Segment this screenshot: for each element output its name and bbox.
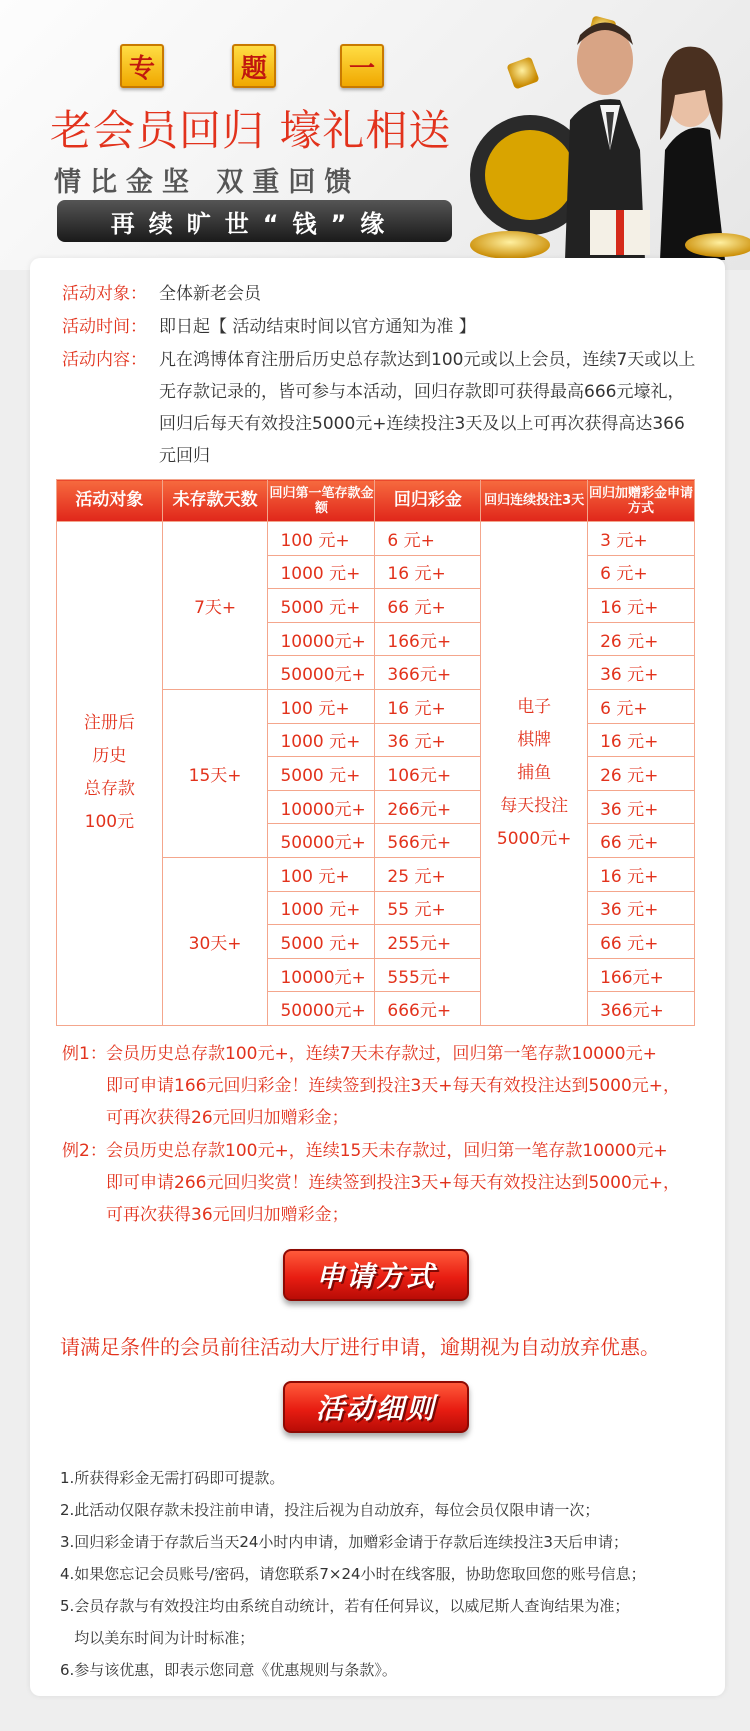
bonus-table [56,479,695,1026]
info-value: 全体新老会员 [159,284,261,304]
bonus-cell: 555元+ [375,958,481,992]
deposit-cell: 100 元+ [268,522,375,556]
col-header: 回归第一笔存款金额 [268,480,375,522]
apply-method-banner: 申请方式 [283,1249,469,1301]
info-label: 活动对象： [62,284,147,304]
bonus-cell: 666元+ [375,992,481,1026]
example-line: 会员历史总存款100元+，连续15天未存款过，回归第一笔存款10000元+ [106,1141,668,1161]
col-header: 回归彩金 [375,480,481,522]
example-label: 例2： [62,1141,107,1161]
example-text [106,1038,726,1134]
extra-cell: 26 元+ [588,757,695,791]
deposit-cell: 10000元+ [268,958,375,992]
rule-item: 2.此活动仅限存款未投注前申请，投注后视为自动放弃，每位会员仅限申请一次； [60,1501,600,1519]
condition-line: 棋牌 [517,729,552,750]
extra-cell: 3 元+ [588,522,695,556]
extra-cell: 36 元+ [588,891,695,925]
example-line: 会员历史总存款100元+，连续7天未存款过，回归第一笔存款10000元+ [106,1044,657,1064]
deposit-cell: 100 元+ [268,857,375,891]
target-line: 注册后 [83,713,135,734]
topic-tag: 专 [120,44,164,88]
rules-banner: 活动细则 [283,1381,469,1433]
bonus-cell: 6 元+ [375,522,481,556]
bonus-cell: 266元+ [375,790,481,824]
promo-banner [0,0,750,270]
condition-line: 5000元+ [496,828,572,849]
bonus-cell: 166元+ [375,622,481,656]
target-cell [57,522,163,1026]
bonus-cell: 106元+ [375,757,481,791]
rule-item: 均以美东时间为计时标准； [60,1629,255,1647]
rules-list [60,1462,720,1686]
col-header: 回归加赠彩金申请方式 [588,480,695,522]
info-label: 活动内容： [62,350,147,370]
deposit-cell: 100 元+ [268,689,375,723]
extra-cell: 166元+ [588,958,695,992]
bonus-cell: 66 元+ [375,589,481,623]
condition-cell [481,522,588,1026]
apply-text: 请满足条件的会员前往活动大厅进行申请，逾期视为自动放弃优惠。 [60,1335,660,1359]
topic-tags [0,44,465,88]
extra-cell: 366元+ [588,992,695,1026]
info-value: 凡在鸿博体育注册后历史总存款达到100元或以上会员，连续7天或以上无存款记录的，皆可参与本活动，回归存款即可获得最高666元壕礼，回归后每天有效投注5000元+连续投注3天及以上可再次获得高达366元回归 [159,350,696,466]
extra-cell: 6 元+ [588,555,695,589]
bonus-cell: 16 元+ [375,689,481,723]
extra-cell: 16 元+ [588,857,695,891]
col-header: 活动对象 [57,480,163,522]
condition-line: 每天投注 [500,795,569,816]
days-cell: 30天+ [162,857,268,1025]
condition-line: 电子 [517,696,552,717]
deposit-cell: 5000 元+ [268,925,375,959]
deposit-cell: 1000 元+ [268,723,375,757]
rule-item: 4.如果您忘记会员账号/密码，请您联系7×24小时在线客服，协助您取回您的账号信息； [60,1565,646,1583]
bonus-cell: 255元+ [375,925,481,959]
extra-cell: 16 元+ [588,589,695,623]
bonus-cell: 25 元+ [375,857,481,891]
col-header: 未存款天数 [162,480,268,522]
days-cell: 15天+ [162,689,268,857]
example-line: 即可申请166元回归彩金！连续签到投注3天+每天有效投注达到5000元+， [106,1076,681,1096]
extra-cell: 36 元+ [588,656,695,690]
extra-cell: 16 元+ [588,723,695,757]
bonus-cell: 566元+ [375,824,481,858]
example-line: 即可申请266元回归奖赏！连续签到投注3天+每天有效投注达到5000元+， [106,1173,681,1193]
col-header: 回归连续投注3天 [481,480,588,522]
table-header-row [57,480,695,522]
extra-cell: 66 元+ [588,824,695,858]
deposit-cell: 10000元+ [268,622,375,656]
rule-item: 6.参与该优惠，即表示您同意《优惠规则与条款》。 [60,1661,397,1679]
banner-title: 老会员回归 壕礼相送 [50,106,452,155]
deposit-cell: 50000元+ [268,656,375,690]
deposit-cell: 5000 元+ [268,757,375,791]
rule-item: 5.会员存款与有效投注均由系统自动统计，若有任何异议，以威尼斯人查询结果为准； [60,1597,630,1615]
rule-item: 1.所获得彩金无需打码即可提款。 [60,1469,285,1487]
bonus-cell: 36 元+ [375,723,481,757]
extra-cell: 36 元+ [588,790,695,824]
bonus-cell: 55 元+ [375,891,481,925]
extra-cell: 66 元+ [588,925,695,959]
extra-cell: 6 元+ [588,689,695,723]
table-row [57,522,695,556]
deposit-cell: 50000元+ [268,992,375,1026]
target-line: 总存款 [83,779,135,800]
example-text [106,1135,726,1231]
rule-item: 3.回归彩金请于存款后当天24小时内申请，加赠彩金请于存款后连续投注3天后申请； [60,1533,628,1551]
deposit-cell: 50000元+ [268,824,375,858]
example-line: 可再次获得36元回归加赠彩金； [106,1205,349,1225]
target-line: 100元 [84,812,135,833]
deposit-cell: 5000 元+ [268,589,375,623]
condition-line: 捕鱼 [517,762,552,783]
deposit-cell: 1000 元+ [268,891,375,925]
banner-subtitle: 情比金坚 双重回馈 [54,167,361,198]
target-line: 历史 [92,746,127,767]
bonus-cell: 366元+ [375,656,481,690]
deposit-cell: 1000 元+ [268,555,375,589]
example-line: 可再次获得26元回归加赠彩金； [106,1108,349,1128]
info-label: 活动时间： [62,317,147,337]
bonus-cell: 16 元+ [375,555,481,589]
hosts-illustration [470,0,750,260]
topic-tag: 题 [232,44,276,88]
example-label: 例1： [62,1044,107,1064]
topic-tag: 一 [340,44,384,88]
banner-slogan-bar: 再续旷世“钱”缘 [57,200,452,242]
days-cell: 7天+ [162,522,268,690]
deposit-cell: 10000元+ [268,790,375,824]
extra-cell: 26 元+ [588,622,695,656]
info-value: 即日起【 活动结束时间以官方通知为准 】 [159,317,476,337]
